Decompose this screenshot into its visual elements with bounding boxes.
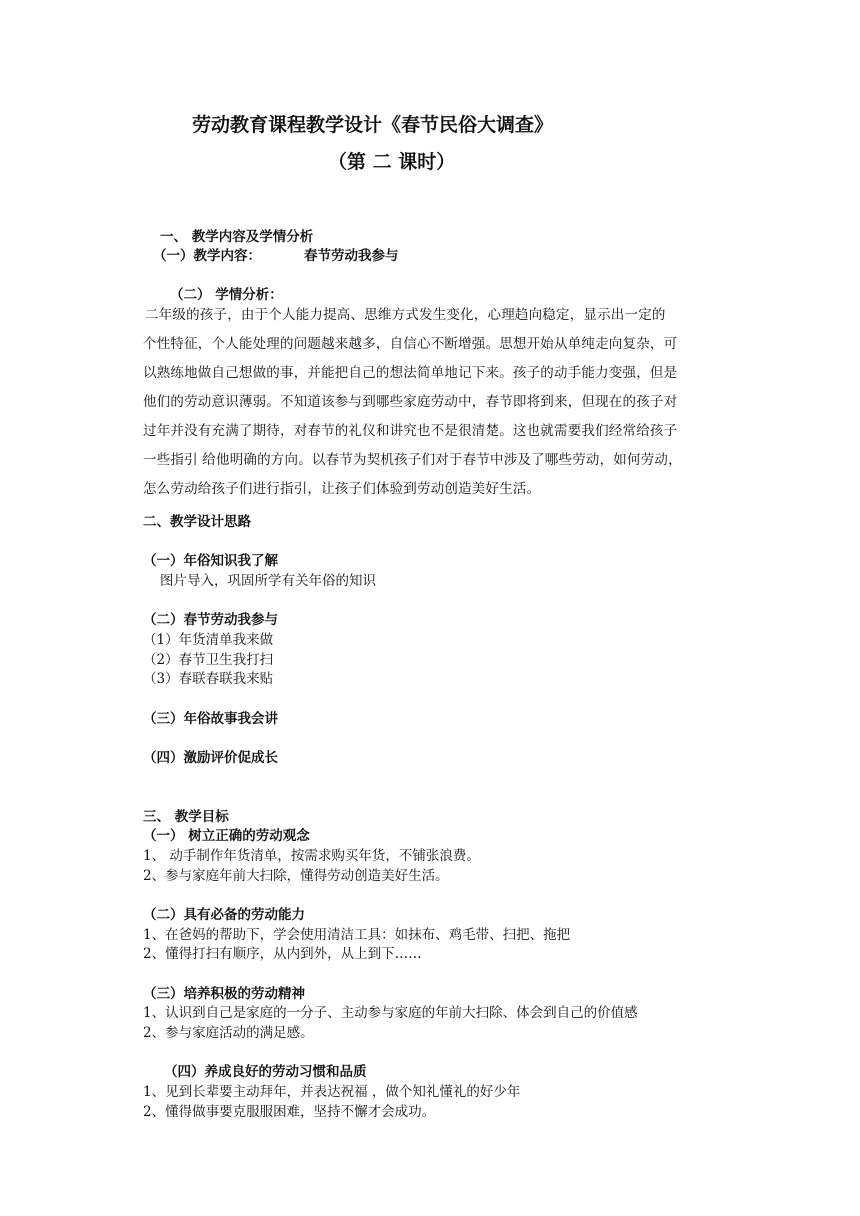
goal-3-title: （三）培养积极的劳动精神 <box>143 986 305 1002</box>
goal-2-item: 2、懂得打扫有顺序，从内到外，从上到下…… <box>143 946 422 962</box>
teaching-content-value: 春节劳动我参与 <box>304 248 399 264</box>
analysis-paragraph <box>143 301 721 504</box>
goal-4-item: 2、懂得做事要克服服困难，坚持不懈才会成功。 <box>143 1104 436 1120</box>
analysis-line: 二年级的孩子，由于个人能力提高、思维方式发生变化，心理趋向稳定，显示出一定的 <box>145 307 666 323</box>
goal-1-item: 1、 动手制作年货清单，按需求购买年货，不铺张浪费。 <box>143 848 480 864</box>
analysis-line: 他们的劳动意识薄弱。不知道该参与到哪些家庭劳动中，春节即将到来，但现在的孩子对 <box>143 394 678 410</box>
analysis-line: 以熟练地做自己想做的事，并能把自己的想法简单地记下来。孩子的动手能力变强，但是 <box>143 365 678 381</box>
plan-3-title: （三）年俗故事我会讲 <box>143 711 278 727</box>
goal-1-item: 2、参与家庭年前大扫除，懂得劳动创造美好生活。 <box>143 868 449 884</box>
plan-1-title: （一）年俗知识我了解 <box>143 553 278 569</box>
goal-4-title: （四）养成良好的劳动习惯和品质 <box>164 1064 367 1080</box>
document-title: 劳动教育课程教学设计《春节民俗大调查》 <box>192 114 554 136</box>
goal-2-item: 1、在爸妈的帮助下，学会使用清洁工具：如抹布、鸡毛带、扫把、拖把 <box>143 927 571 943</box>
analysis-label: （二） 学情分析： <box>170 287 283 303</box>
plan-2-title: （二）春节劳动我参与 <box>143 612 278 628</box>
plan-1-text: 图片导入，巩固所学有关年俗的知识 <box>160 573 376 589</box>
section-2-heading: 二、教学设计思路 <box>143 514 251 530</box>
goal-1-title: （一） 树立正确的劳动观念 <box>143 828 310 844</box>
goal-3-item: 1、认识到自己是家庭的一分子、主动参与家庭的年前大扫除、体会到自己的价值感 <box>143 1005 638 1021</box>
goal-4-item: 1、见到长辈要主动拜年，并表达祝福 ，做个知礼懂礼的好少年 <box>143 1084 521 1100</box>
plan-2-item: （1）年货清单我来做 <box>143 632 274 648</box>
analysis-line: 过年并没有充满了期待，对春节的礼仪和讲究也不是很清楚。这也就需要我们经常给孩子 <box>143 423 678 439</box>
analysis-line: 怎么劳动给孩子们进行指引，让孩子们体验到劳动创造美好生活。 <box>143 481 541 497</box>
plan-2-item: （3）春联春联我来贴 <box>143 671 274 687</box>
plan-2-item: （2）春节卫生我打扫 <box>143 652 274 668</box>
plan-4-title: （四）激励评价促成长 <box>143 750 278 766</box>
document-subtitle: （第 二 课时） <box>328 151 456 173</box>
analysis-line: 一些指引 给他明确的方向。以春节为契机孩子们对于春节中涉及了哪些劳动，如何劳动， <box>143 452 682 468</box>
teaching-content-label: （一）教学内容： <box>153 248 261 264</box>
section-1-heading: 一、 教学内容及学情分析 <box>160 229 314 245</box>
section-3-heading: 三、 教学目标 <box>143 809 229 825</box>
goal-2-title: （二）具有必备的劳动能力 <box>143 907 305 923</box>
analysis-line: 个性特征，个人能处理的问题越来越多，自信心不断增强。思想开始从单纯走向复杂，可 <box>143 336 678 352</box>
goal-3-item: 2、参与家庭活动的满足感。 <box>143 1025 314 1041</box>
